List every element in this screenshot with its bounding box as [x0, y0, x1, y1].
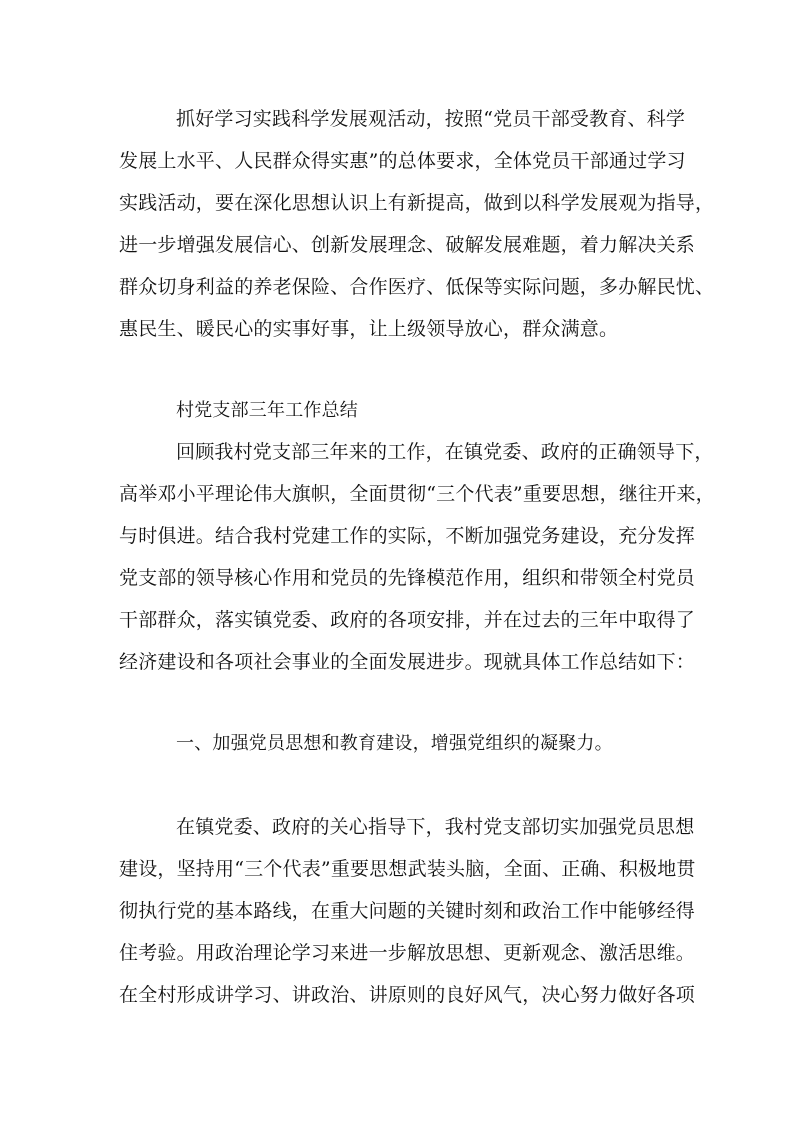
paragraph-1-line-2: 发展上水平、人民群众得实惠”的总体要求，全体党员干部通过学习	[119, 150, 686, 172]
paragraph-3-line-4: 住考验。用政治理论学习来进一步解放思想、更新观念、激活思维。	[119, 942, 696, 964]
paragraph-3-line-2: 建设，坚持用“三个代表”重要思想武装头脑，全面、正确、积极地贯	[119, 858, 696, 880]
paragraph-1-line-1: 抓好学习实践科学发展观活动，按照“党员干部受教育、科学	[176, 108, 686, 130]
paragraph-3-line-5: 在全村形成讲学习、讲政治、讲原则的良好风气，决心努力做好各项	[119, 984, 696, 1006]
paragraph-1-line-5: 群众切身利益的养老保险、合作医疗、低保等实际问题，多办解民忧、	[119, 276, 715, 298]
paragraph-2-line-6: 经济建设和各项社会事业的全面发展进步。现就具体工作总结如下：	[119, 651, 696, 673]
paragraph-2-line-2: 高举邓小平理论伟大旗帜，全面贯彻“三个代表”重要思想，继往开来，	[119, 483, 715, 505]
paragraph-2-line-4: 党支部的领导核心作用和党员的先锋模范作用，组织和带领全村党员	[119, 567, 696, 589]
paragraph-3-line-3: 彻执行党的基本路线，在重大问题的关键时刻和政治工作中能够经得	[119, 900, 696, 922]
paragraph-1-line-6: 惠民生、暖民心的实事好事，让上级领导放心，群众满意。	[119, 318, 619, 340]
paragraph-3-line-1: 在镇党委、政府的关心指导下，我村党支部切实加强党员思想	[176, 816, 695, 838]
paragraph-2-line-5: 干部群众，落实镇党委、政府的各项安排，并在过去的三年中取得了	[119, 609, 696, 631]
paragraph-2-line-3: 与时俱进。结合我村党建工作的实际，不断加强党务建设，充分发挥	[119, 525, 696, 547]
paragraph-2-line-1: 回顾我村党支部三年来的工作，在镇党委、政府的正确领导下，	[176, 441, 714, 463]
paragraph-1-line-4: 进一步增强发展信心、创新发展理念、破解发展难题，着力解决关系	[119, 234, 696, 256]
section-1-heading: 一、加强党员思想和教育建设，增强党组织的凝聚力。	[176, 733, 613, 754]
paragraph-1-line-3: 实践活动，要在深化思想认识上有新提高，做到以科学发展观为指导，	[119, 192, 715, 214]
document-title: 村党支部三年工作总结	[176, 400, 358, 421]
